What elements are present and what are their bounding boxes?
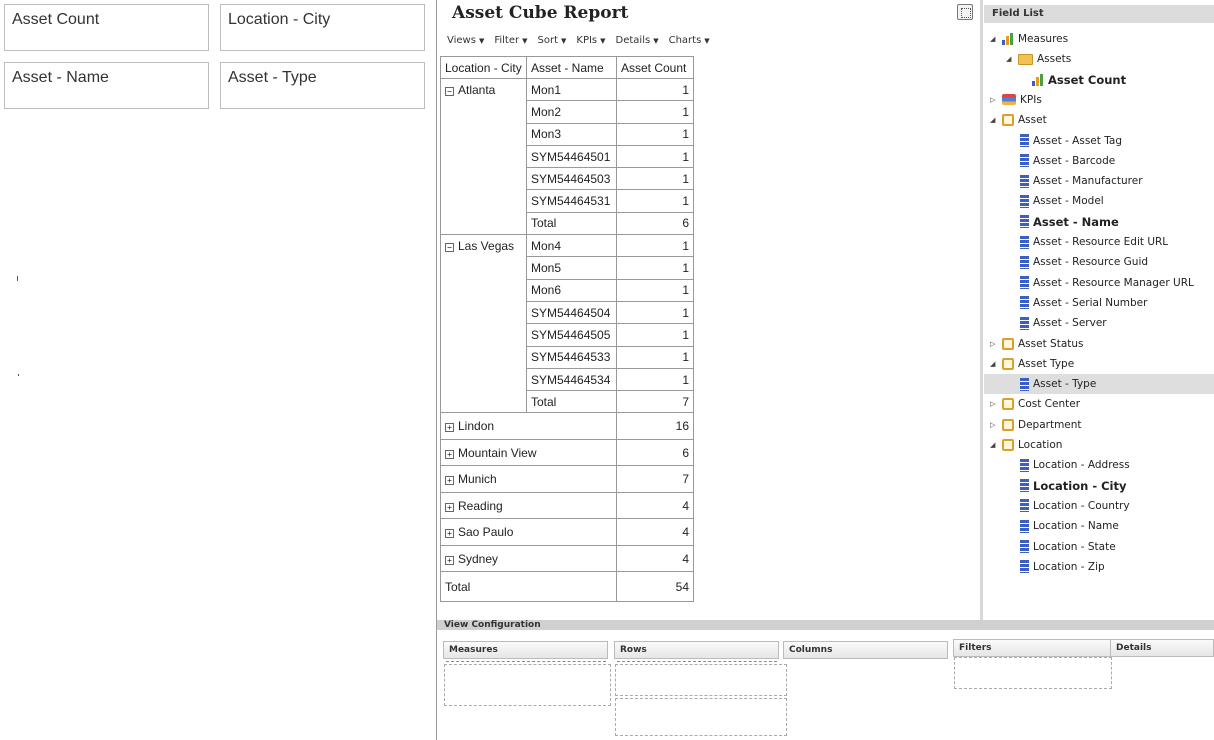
chevron-down-icon: ▼ xyxy=(478,36,485,45)
asset-count-cell: 1 xyxy=(617,101,694,123)
field-label: Location - Zip xyxy=(1033,560,1105,573)
dimension-icon xyxy=(1002,358,1014,370)
asset-count-cell: 1 xyxy=(617,301,694,323)
section-label: Details xyxy=(1116,643,1152,653)
collapse-tree-icon[interactable]: ◢ xyxy=(990,116,996,125)
attribute-icon xyxy=(1020,154,1029,167)
row-header-city[interactable] xyxy=(441,235,527,413)
pivot-grid xyxy=(440,56,694,602)
field-label: Asset - Server xyxy=(1033,317,1107,330)
attribute-icon xyxy=(1020,175,1029,188)
asset-name-cell: Mon2 xyxy=(527,101,617,123)
asset-count-cell: 1 xyxy=(617,145,694,167)
attribute-icon xyxy=(1020,317,1029,330)
attribute-icon xyxy=(1020,479,1029,492)
toolbar-label: Filter xyxy=(494,35,520,46)
city-label: Reading xyxy=(458,498,503,513)
table-row xyxy=(441,492,694,519)
field-label: Location - City xyxy=(1033,478,1127,493)
collapse-tree-icon[interactable]: ◢ xyxy=(1006,55,1012,64)
grand-total-label: Total xyxy=(441,572,617,602)
asset-name-cell: SYM54464501 xyxy=(527,145,617,167)
row-header-city[interactable] xyxy=(441,519,617,546)
asset-count-cell: 1 xyxy=(617,79,694,101)
asset-count-cell: 1 xyxy=(617,235,694,257)
toolbar-details-menu[interactable] xyxy=(616,35,659,46)
expand-row-icon[interactable]: + xyxy=(445,503,454,512)
table-row xyxy=(441,545,694,572)
asset-count-cell: 7 xyxy=(617,391,694,413)
chevron-down-icon: ▼ xyxy=(653,36,659,45)
field-list-item[interactable] xyxy=(1020,232,1168,252)
chevron-down-icon: ▼ xyxy=(704,36,710,45)
view-config-title: View Configuration xyxy=(444,620,541,630)
asset-name-cell: Mon5 xyxy=(527,257,617,279)
header-asset-count[interactable]: Asset Count xyxy=(617,57,694,79)
asset-count-cell: 1 xyxy=(617,346,694,368)
expand-tree-icon[interactable]: ▷ xyxy=(990,420,996,429)
view-config-filters-header xyxy=(953,639,1111,657)
measure-icon xyxy=(1032,74,1044,86)
field-list-item[interactable] xyxy=(1020,273,1194,293)
field-list-item[interactable] xyxy=(984,374,1214,394)
asset-name-cell: SYM54464533 xyxy=(527,346,617,368)
asset-name-cell: SYM54464531 xyxy=(527,190,617,212)
field-list-item[interactable] xyxy=(1020,252,1148,272)
row-header-city[interactable] xyxy=(441,492,617,519)
table-row xyxy=(441,519,694,546)
toolbar-label: Details xyxy=(615,35,651,46)
attribute-icon xyxy=(1020,276,1029,289)
field-list-item[interactable] xyxy=(1020,516,1119,536)
collapse-icon[interactable]: − xyxy=(445,87,454,96)
dimension-icon xyxy=(1002,419,1014,431)
asset-count-cell: 1 xyxy=(617,279,694,301)
measures-drop-zone[interactable] xyxy=(444,664,611,706)
attribute-icon xyxy=(1020,459,1029,472)
header-asset-name[interactable]: Asset - Name xyxy=(527,57,617,79)
view-config-columns-header xyxy=(783,641,948,659)
grand-total-row xyxy=(441,572,694,602)
attribute-icon xyxy=(1020,296,1029,309)
asset-count-cell: 1 xyxy=(617,257,694,279)
section-label: Rows xyxy=(620,645,647,655)
collapse-tree-icon[interactable]: ◢ xyxy=(990,35,996,43)
filters-drop-zone[interactable] xyxy=(954,657,1112,689)
field-list-splitter[interactable] xyxy=(980,0,983,620)
asset-name-cell: Mon3 xyxy=(527,123,617,145)
asset-count-cell: 4 xyxy=(617,519,694,546)
field-label: Asset Count xyxy=(1048,72,1127,87)
field-list-item[interactable] xyxy=(1020,131,1122,151)
dropbox-label: Asset Count xyxy=(12,11,100,28)
view-config-rows-header xyxy=(614,641,779,659)
field-label: Asset - Model xyxy=(1033,195,1104,208)
view-config-bar xyxy=(437,620,1214,630)
field-list-item[interactable] xyxy=(1020,313,1107,333)
field-list-item[interactable] xyxy=(1020,191,1104,211)
expand-tree-icon[interactable]: ▷ xyxy=(990,400,996,409)
field-list-item[interactable] xyxy=(1020,212,1119,232)
expand-tree-icon[interactable]: ▷ xyxy=(990,339,996,348)
dropbox-row-2[interactable] xyxy=(4,62,209,109)
asset-count-cell: 1 xyxy=(617,368,694,390)
grand-total-value: 54 xyxy=(617,572,694,602)
field-list-item[interactable] xyxy=(990,29,1068,49)
asset-count-cell: 1 xyxy=(617,168,694,190)
field-label: Cost Center xyxy=(1018,398,1081,411)
asset-name-cell: SYM54464503 xyxy=(527,168,617,190)
field-label: Asset - Serial Number xyxy=(1033,296,1148,309)
field-list-item[interactable] xyxy=(1020,70,1126,90)
field-list-item[interactable] xyxy=(990,415,1082,435)
field-label: Measures xyxy=(1018,33,1069,45)
field-list-item[interactable] xyxy=(1020,476,1127,496)
header-location-city[interactable]: Location - City xyxy=(441,57,527,79)
toolbar-label: Charts xyxy=(668,35,702,46)
asset-count-cell: 1 xyxy=(617,123,694,145)
report-title: Asset Cube Report xyxy=(452,3,629,23)
field-label: Location - Country xyxy=(1033,499,1130,512)
asset-count-cell: 6 xyxy=(617,212,694,234)
field-list-item[interactable] xyxy=(1020,537,1116,557)
attribute-icon xyxy=(1020,236,1029,249)
attribute-icon xyxy=(1020,134,1029,147)
field-list-item[interactable] xyxy=(1020,557,1105,577)
attribute-icon xyxy=(1020,520,1029,533)
attribute-icon xyxy=(1020,215,1029,228)
asset-name-cell: Mon1 xyxy=(527,79,617,101)
stray-mark xyxy=(17,276,18,281)
field-list-item[interactable] xyxy=(990,90,1042,110)
city-label: Sao Paulo xyxy=(458,525,514,540)
asset-count-cell: 1 xyxy=(617,324,694,346)
field-label: KPIs xyxy=(1020,93,1042,106)
expand-row-icon[interactable]: + xyxy=(445,529,454,538)
row-header-city[interactable] xyxy=(441,79,527,235)
asset-count-cell: 4 xyxy=(617,545,694,572)
collapse-tree-icon[interactable]: ◢ xyxy=(990,441,996,449)
dimension-icon xyxy=(1002,439,1014,451)
asset-name-cell: Mon6 xyxy=(527,279,617,301)
dropbox-measure[interactable] xyxy=(4,4,209,51)
field-label: Assets xyxy=(1037,53,1072,66)
field-label: Location - State xyxy=(1033,540,1116,553)
field-list-item[interactable] xyxy=(990,435,1062,455)
dropbox-label: Location - City xyxy=(228,11,331,28)
attribute-icon xyxy=(1020,195,1029,208)
asset-name-cell: SYM54464534 xyxy=(527,368,617,390)
expand-row-icon[interactable]: + xyxy=(445,476,454,485)
expand-tree-icon[interactable]: ▷ xyxy=(990,95,996,104)
chevron-down-icon: ▼ xyxy=(522,36,528,45)
folder-icon xyxy=(1018,54,1033,65)
field-label: Location - Address xyxy=(1033,459,1130,472)
asset-count-cell: 1 xyxy=(617,190,694,212)
field-list-item[interactable] xyxy=(990,394,1080,414)
field-list-item[interactable] xyxy=(990,354,1074,374)
measures-icon xyxy=(1002,33,1014,45)
expand-row-icon[interactable]: + xyxy=(445,450,454,459)
dropbox-row[interactable] xyxy=(220,4,425,51)
field-list-item[interactable] xyxy=(1020,151,1115,171)
asset-count-cell: 4 xyxy=(617,492,694,519)
table-row xyxy=(441,466,694,493)
toolbar-label: Views xyxy=(447,35,476,46)
attribute-icon xyxy=(1020,256,1029,269)
dropbox-label: Asset - Name xyxy=(12,69,109,86)
field-label: Location xyxy=(1018,439,1063,451)
field-label: Department xyxy=(1018,418,1082,431)
field-list-item[interactable] xyxy=(1020,293,1147,313)
field-list-item[interactable] xyxy=(1006,49,1071,69)
grid-header-row xyxy=(441,57,694,79)
field-label: Asset - Barcode xyxy=(1033,154,1116,167)
field-label: Asset - Resource Manager URL xyxy=(1033,276,1194,289)
field-list-item[interactable] xyxy=(1020,455,1130,475)
section-label: Filters xyxy=(959,643,992,653)
row-header-city[interactable] xyxy=(441,439,617,466)
field-list-item[interactable] xyxy=(990,334,1084,354)
city-label: Munich xyxy=(458,472,497,487)
toolbar-kpis-menu[interactable] xyxy=(576,35,605,46)
field-label: Asset - Manufacturer xyxy=(1033,175,1143,188)
attribute-icon xyxy=(1020,378,1029,391)
field-list-item[interactable] xyxy=(990,110,1047,130)
section-label: Measures xyxy=(449,645,498,655)
rows-drop-marker xyxy=(617,661,777,662)
attribute-icon xyxy=(1020,540,1029,553)
expand-row-icon[interactable]: + xyxy=(445,556,454,565)
field-label: Asset Status xyxy=(1018,337,1084,350)
toolbar-filter-menu[interactable] xyxy=(494,35,527,46)
kpi-icon xyxy=(1002,94,1016,105)
dimension-icon xyxy=(1002,398,1014,410)
attribute-icon xyxy=(1020,499,1029,512)
table-row xyxy=(441,413,694,440)
toolbar-views-menu[interactable] xyxy=(447,35,484,46)
city-label: Lindon xyxy=(458,419,495,434)
dropbox-label: Asset - Type xyxy=(228,69,317,86)
chevron-down-icon: ▼ xyxy=(600,36,606,45)
toolbar-sort-menu[interactable] xyxy=(538,35,567,46)
collapse-tree-icon[interactable]: ◢ xyxy=(990,359,996,368)
field-label: Asset - Resource Edit URL xyxy=(1033,236,1169,248)
field-label: Asset Type xyxy=(1018,357,1075,370)
report-toolbar xyxy=(447,35,710,46)
dimension-icon xyxy=(1002,338,1014,350)
attribute-icon xyxy=(1020,560,1029,573)
asset-name-cell: SYM54464504 xyxy=(527,301,617,323)
toolbar-charts-menu[interactable] xyxy=(669,35,710,46)
expand-icon[interactable] xyxy=(957,4,973,20)
city-label: Mountain View xyxy=(458,445,537,460)
field-label: Asset xyxy=(1018,114,1047,127)
row-header-city[interactable] xyxy=(441,466,617,493)
view-config-measures-header xyxy=(443,641,608,659)
field-list-header: Field List xyxy=(984,5,1214,23)
stray-mark xyxy=(18,374,19,376)
field-label: Location - Name xyxy=(1033,520,1119,533)
table-row xyxy=(441,439,694,466)
city-label: Sydney xyxy=(458,551,499,566)
city-label: Atlanta xyxy=(458,83,496,97)
chevron-down-icon: ▼ xyxy=(561,36,567,45)
asset-count-cell: 16 xyxy=(617,413,694,440)
asset-name-cell: Mon4 xyxy=(527,235,617,257)
asset-name-cell: Total xyxy=(527,212,617,234)
city-label: Las Vegas xyxy=(458,239,515,254)
toolbar-label: KPIs xyxy=(576,35,598,46)
measures-drop-marker xyxy=(446,661,606,662)
row-header-city[interactable] xyxy=(441,545,617,572)
field-label: Asset - Name xyxy=(1033,214,1119,229)
row-header-city[interactable] xyxy=(441,413,617,440)
dropbox-row-3[interactable] xyxy=(220,62,425,109)
rows-drop-zone[interactable] xyxy=(615,664,787,696)
table-row xyxy=(441,235,694,257)
field-list-item[interactable] xyxy=(1020,496,1130,516)
rows-drop-zone-2[interactable] xyxy=(615,698,787,736)
field-label: Asset - Asset Tag xyxy=(1033,134,1122,147)
dimension-icon xyxy=(1002,114,1014,126)
field-list-item[interactable] xyxy=(1020,171,1143,191)
toolbar-label: Sort xyxy=(537,35,558,46)
view-config-details-header xyxy=(1110,639,1214,657)
asset-count-cell: 7 xyxy=(617,466,694,493)
asset-name-cell: SYM54464505 xyxy=(527,324,617,346)
field-label: Asset - Type xyxy=(1033,378,1097,391)
field-label: Asset - Resource Guid xyxy=(1033,256,1149,269)
table-row xyxy=(441,79,694,101)
asset-name-cell: Total xyxy=(527,391,617,413)
expand-row-icon[interactable]: + xyxy=(445,423,454,432)
section-label: Columns xyxy=(789,645,833,655)
asset-count-cell: 6 xyxy=(617,439,694,466)
collapse-icon[interactable]: − xyxy=(445,243,454,252)
